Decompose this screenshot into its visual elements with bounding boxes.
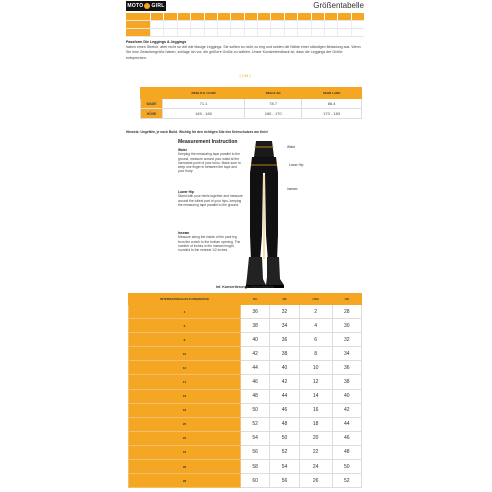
- value-cell: 30: [332, 319, 361, 333]
- value-cell: 24: [299, 460, 332, 474]
- table-row: [129, 403, 362, 417]
- size-cell: 4: [129, 305, 241, 319]
- value-cell: 50: [270, 431, 299, 445]
- value-cell: 44: [270, 389, 299, 403]
- value-cell: 44: [241, 361, 270, 375]
- value-cell: 58: [241, 460, 270, 474]
- inseam-instruction: Inseam Measure along the inside of the pant leg from the crotch to the bottom opening. The number of inches is the inseam length, rounded to the nearest 1/2 inches.: [178, 231, 241, 253]
- conv-header: USA: [299, 294, 332, 305]
- table-row: HÖHE 145 - 160 160 - 170 170 - 183: [141, 109, 362, 119]
- value-cell: 8: [299, 347, 332, 361]
- value-cell: 38: [270, 347, 299, 361]
- value-cell: 28: [332, 305, 361, 319]
- value-cell: 12: [299, 375, 332, 389]
- value-cell: 52: [241, 417, 270, 431]
- value-cell: 48: [241, 389, 270, 403]
- brand-logo: MOTO GIRL: [127, 3, 165, 9]
- measurement-title: Measurement Instruction: [178, 139, 238, 145]
- model-legs-illustration: [242, 139, 286, 289]
- page-title: Größentabelle: [313, 1, 364, 10]
- value-cell: 54: [270, 460, 299, 474]
- size-cell: 24: [129, 445, 241, 459]
- value-cell: 48: [270, 417, 299, 431]
- lower-hip-tag: Lower Hip: [289, 163, 304, 167]
- value-cell: 50: [241, 403, 270, 417]
- size-cell: 28: [129, 474, 241, 488]
- value-cell: 56: [241, 445, 270, 459]
- value-cell: 42: [241, 347, 270, 361]
- value-cell: 10: [299, 361, 332, 375]
- inseam-tag: Inseam: [287, 187, 298, 191]
- value-cell: 32: [270, 305, 299, 319]
- conv-header: INTERNATIONALES KONGRESCB: [129, 294, 241, 305]
- unit-label: ( CM ): [239, 73, 251, 78]
- table-row: [129, 361, 362, 375]
- table-row: [129, 347, 362, 361]
- conversion-table: [128, 293, 362, 488]
- value-cell: 38: [332, 375, 361, 389]
- value-cell: 56: [270, 474, 299, 488]
- intro-heading: Passform Die Leggings & Jeggings: [126, 40, 187, 44]
- size-cell: 8: [129, 333, 241, 347]
- conv-header: FR: [270, 294, 299, 305]
- value-cell: 42: [270, 375, 299, 389]
- table-row: [129, 375, 362, 389]
- value-cell: 50: [332, 460, 361, 474]
- fit-header: REGULÄR: [245, 88, 302, 99]
- size-cell: 22: [129, 431, 241, 445]
- value-cell: 2: [299, 305, 332, 319]
- value-cell: 32: [332, 333, 361, 347]
- table-row: [129, 431, 362, 445]
- size-cell: 6: [129, 319, 241, 333]
- size-cell: 18: [129, 403, 241, 417]
- lower-hip-instruction: Lower Hip Stand with your heels together and measure around the fullest part of your hips, keeping the measuring tape parallel to the ground.: [178, 190, 243, 207]
- table-row: [129, 333, 362, 347]
- intro-body: haben einen Stretch, aber nicht so viel wie lässige Leggings. Sie sollten so nicht zu eng und seiden die Nähte einer ständigen Belastung aus. Wenn Sie eine Zwischengröße haben, schlage ich vor, die größere Größe zu wählen. Unser Kundenfeedback ist, dass die Leggings der Größe entsprechen.: [126, 45, 361, 60]
- conv-header: EU: [241, 294, 270, 305]
- size-cell: 14: [129, 375, 241, 389]
- value-cell: 26: [299, 474, 332, 488]
- value-cell: 46: [270, 403, 299, 417]
- value-cell: 4: [299, 319, 332, 333]
- table-row: WADE 71.1 78.7 86.4: [141, 99, 362, 109]
- table-row: [129, 389, 362, 403]
- table-row: [129, 417, 362, 431]
- value-cell: 18: [299, 417, 332, 431]
- value-cell: 14: [299, 389, 332, 403]
- intro-text: [126, 40, 364, 61]
- value-cell: 60: [241, 474, 270, 488]
- value-cell: 42: [332, 403, 361, 417]
- value-cell: 46: [241, 375, 270, 389]
- value-cell: 48: [332, 445, 361, 459]
- fit-header: SEHR LANG: [302, 88, 362, 99]
- table-row: [129, 460, 362, 474]
- table-row: [129, 445, 362, 459]
- size-cell: 16: [129, 389, 241, 403]
- value-cell: 34: [332, 347, 361, 361]
- header: [126, 0, 364, 12]
- value-cell: 36: [332, 361, 361, 375]
- fit-header: ZIERLICH / KURZ: [163, 88, 245, 99]
- size-cell: 10: [129, 347, 241, 361]
- value-cell: 46: [332, 431, 361, 445]
- fit-header: [141, 88, 163, 99]
- fit-hint: Hinweis: Ungefähr, je nach Build. Wichtig für den richtigen Sitz des Knieschutzes am Knie!: [126, 130, 269, 134]
- size-cell: 12: [129, 361, 241, 375]
- table-row: [129, 305, 362, 319]
- measurement-instruction: [178, 139, 348, 289]
- conv-header: UK: [332, 294, 361, 305]
- value-cell: 52: [332, 474, 361, 488]
- value-cell: 36: [270, 333, 299, 347]
- size-cell: 26: [129, 460, 241, 474]
- fit-table: [140, 87, 362, 119]
- table-row: [129, 474, 362, 488]
- value-cell: 34: [270, 319, 299, 333]
- value-cell: 6: [299, 333, 332, 347]
- value-cell: 36: [241, 305, 270, 319]
- value-cell: 40: [270, 361, 299, 375]
- value-cell: 22: [299, 445, 332, 459]
- value-cell: 38: [241, 319, 270, 333]
- value-cell: 40: [332, 389, 361, 403]
- waist-instruction: Waist Keeping the measuring tape parallel to the ground, measure around your waist at the narrowest point of your torso. Make sure to keep one finger in between the tape and your body.: [178, 148, 241, 174]
- table-row: [129, 319, 362, 333]
- value-cell: 54: [241, 431, 270, 445]
- conversion-title: Inf. Konvertierungs-Größentabelle: [215, 285, 275, 289]
- waist-tag: Waist: [287, 145, 295, 149]
- value-cell: 16: [299, 403, 332, 417]
- size-strip-table: [126, 13, 364, 37]
- value-cell: 52: [270, 445, 299, 459]
- value-cell: 40: [241, 333, 270, 347]
- value-cell: 44: [332, 417, 361, 431]
- size-cell: 20: [129, 417, 241, 431]
- value-cell: 20: [299, 431, 332, 445]
